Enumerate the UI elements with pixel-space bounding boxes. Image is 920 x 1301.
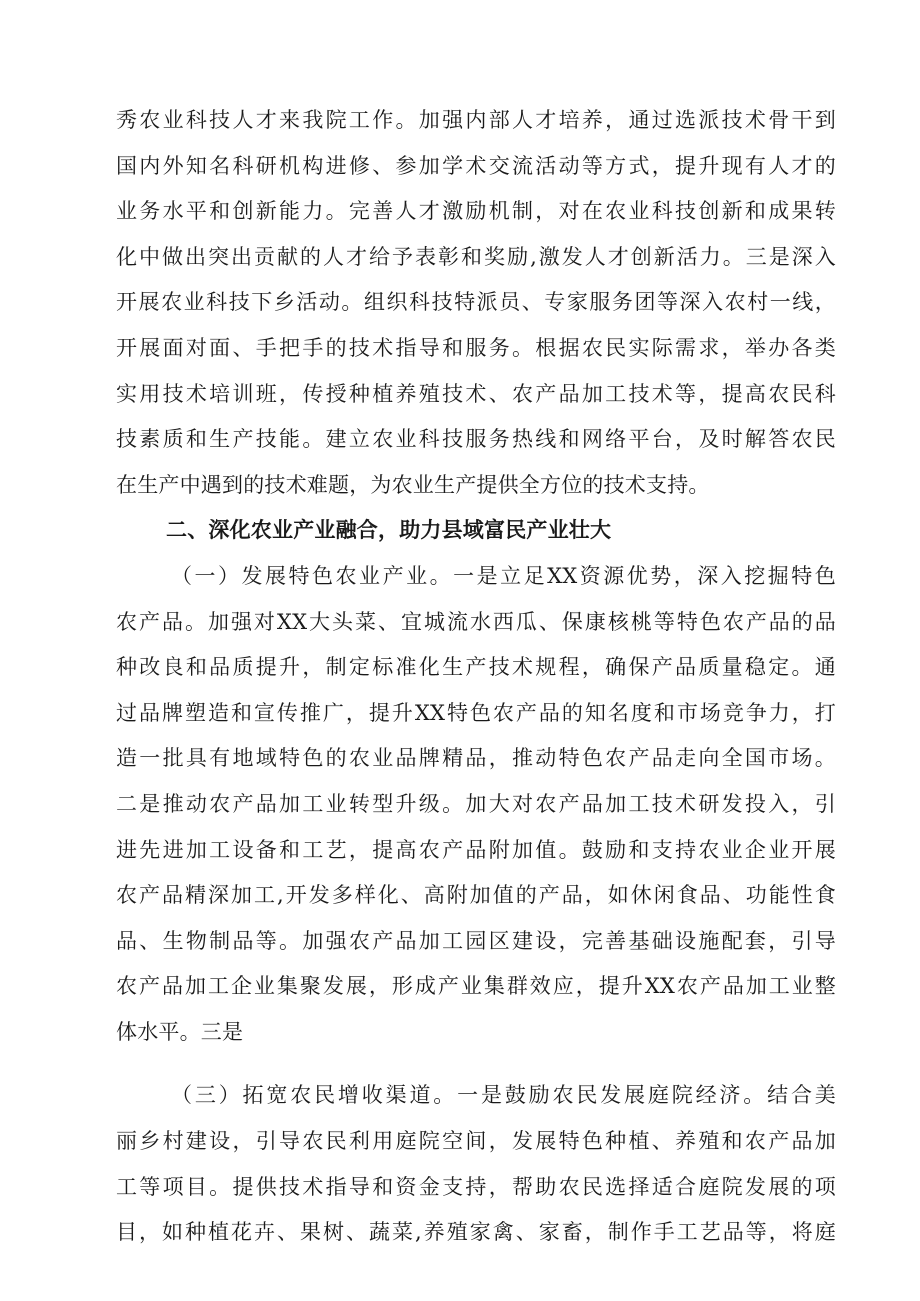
paragraph-farmer-income: [116, 1073, 836, 1255]
section-heading: 二、深化农业产业融合，助力县域富民产业壮大: [166, 518, 612, 543]
text-line: 秀农业科技人才来我院工作。加强内部人才培养，通过选派技术骨干到: [116, 108, 836, 132]
text-line: 过品牌塑造和宣传推广，提升XX特色农产品的知名度和市场竞争力，打: [116, 700, 836, 725]
paragraph-gap: [116, 1055, 836, 1073]
text-line: 在生产中遇到的技术难题，为农业生产提供全方位的技术支持。: [116, 472, 710, 497]
text-line: 造一批具有地域特色的农业品牌精品，推动特色农产品走向全国市场。: [116, 746, 836, 771]
text-line: 开展面对面、手把手的技术指导和服务。根据农民实际需求，举办各类: [116, 335, 836, 360]
text-line: 种改良和品质提升，制定标准化生产技术规程，确保产品质量稳定。通: [116, 655, 836, 680]
text-line: 进先进加工设备和工艺，提高农产品附加值。鼓励和支持农业企业开展: [116, 837, 836, 862]
text-line: 实用技术培训班，传授种植养殖技术、农产品加工技术等，提高农民科: [116, 381, 836, 406]
text-line: （三）拓宽农民增收渠道。一是鼓励农民发展庭院经济。结合美: [171, 1083, 836, 1108]
text-line: 业务水平和创新能力。完善人才激励机制，对在农业科技创新和成果转: [116, 199, 836, 224]
text-line: 目，如种植花卉、果树、蔬菜,养殖家禽、家畜，制作手工艺品等，将庭: [116, 1220, 836, 1245]
text-line: 农产品精深加工,开发多样化、高附加值的产品，如休闲食品、功能性食: [116, 883, 836, 908]
text-line: （一）发展特色农业产业。一是立足XX资源优势，深入挖掘特色: [171, 563, 836, 588]
paragraph-talent-and-extension: [116, 98, 836, 508]
text-line: 化中做出突出贡献的人才给予表彰和奖励,激发人才创新活力。三是深入: [116, 244, 836, 269]
text-line: 工等项目。提供技术指导和资金支持，帮助农民选择适合庭院发展的项: [116, 1174, 836, 1199]
document-body: [116, 98, 836, 1256]
text-line: 国内外知名科研机构进修、参加学术交流活动等方式，提升现有人才的: [116, 153, 836, 178]
text-line: 体水平。三是: [116, 1019, 244, 1044]
text-line: 品、生物制品等。加强农产品加工园区建设，完善基础设施配套，引导: [116, 928, 836, 953]
text-line: 二是推动农产品加工业转型升级。加大对农产品加工技术研发投入，引: [116, 791, 836, 816]
text-line: 技素质和生产技能。建立农业科技服务热线和网络平台，及时解答农民: [116, 427, 836, 452]
text-line: 农产品加工企业集聚发展，形成产业集群效应，提升XX农产品加工业整: [116, 974, 836, 999]
paragraph-specialty-industry: [116, 554, 836, 1056]
text-line: 丽乡村建设，引导农民利用庭院空间，发展特色种植、养殖和农产品加: [116, 1129, 836, 1154]
text-line: 开展农业科技下乡活动。组织科技特派员、专家服务团等深入农村一线，: [116, 290, 836, 315]
text-line: 农产品。加强对XX大头菜、宜城流水西瓜、保康核桃等特色农产品的品: [116, 609, 836, 634]
